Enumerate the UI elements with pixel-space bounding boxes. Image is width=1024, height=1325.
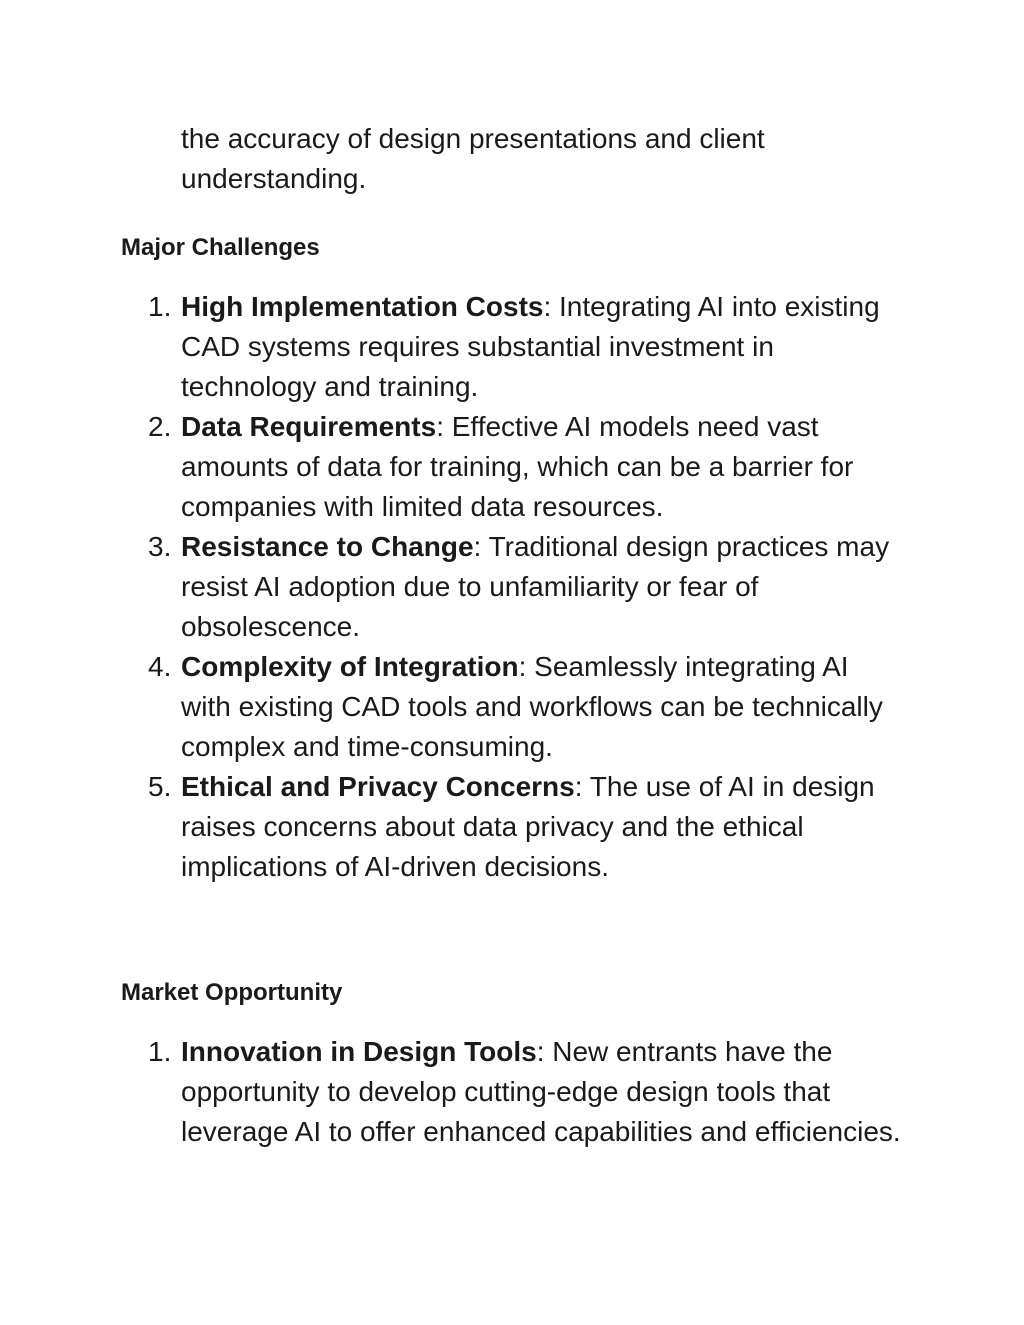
list-item-description: Seamlessly integrating AI with existing CAD tools and workflows can be technically complex and time-consuming. — [181, 651, 883, 762]
list-item-separator: : — [518, 651, 527, 682]
list-item — [0, 767, 903, 887]
major-challenges-list — [0, 287, 1024, 887]
list-item-term: High Implementation Costs — [181, 291, 544, 322]
market-opportunity-list — [0, 1032, 1024, 1152]
list-item — [0, 407, 903, 527]
list-item-separator: : — [473, 531, 482, 562]
list-item-term: Complexity of Integration — [181, 651, 519, 682]
list-item-number: 2. — [148, 411, 172, 442]
list-item-description: Effective AI models need vast amounts of data for training, which can be a barrier for companies with limited data resources. — [181, 411, 854, 522]
list-item-description: The use of AI in design raises concerns about data privacy and the ethical implications of AI-driven decisions. — [181, 771, 875, 882]
list-item — [0, 527, 903, 647]
list-item-term: Ethical and Privacy Concerns — [181, 771, 575, 802]
major-challenges-heading: Major Challenges — [121, 234, 320, 261]
list-item-term: Data Requirements — [181, 411, 437, 442]
list-item-separator: : — [436, 411, 444, 442]
list-item-number: 1. — [148, 291, 172, 322]
continuation-paragraph: the accuracy of design presentations and client understanding. — [181, 123, 765, 194]
list-item — [0, 287, 903, 407]
list-item-number: 4. — [148, 651, 172, 682]
list-item-description: Traditional design practices may resist AI adoption due to unfamiliarity or fear of obsolescence. — [181, 531, 890, 642]
list-item-separator: : — [574, 771, 583, 802]
list-item-description: Integrating AI into existing CAD systems requires substantial investment in technology and training. — [181, 291, 880, 402]
list-item-number: 3. — [148, 531, 172, 562]
list-item-separator: : — [543, 291, 552, 322]
list-item-term: Resistance to Change — [181, 531, 474, 562]
market-opportunity-heading: Market Opportunity — [121, 979, 343, 1006]
list-item-number: 1. — [148, 1036, 172, 1067]
list-item — [0, 647, 903, 767]
list-item-term: Innovation in Design Tools — [181, 1036, 537, 1067]
list-item-description: New entrants have the opportunity to develop cutting-edge design tools that leverage AI to offer enhanced capabilities and efficiencies. — [181, 1036, 901, 1147]
list-item-separator: : — [536, 1036, 545, 1067]
list-item-number: 5. — [148, 771, 172, 802]
list-item — [0, 1032, 903, 1152]
